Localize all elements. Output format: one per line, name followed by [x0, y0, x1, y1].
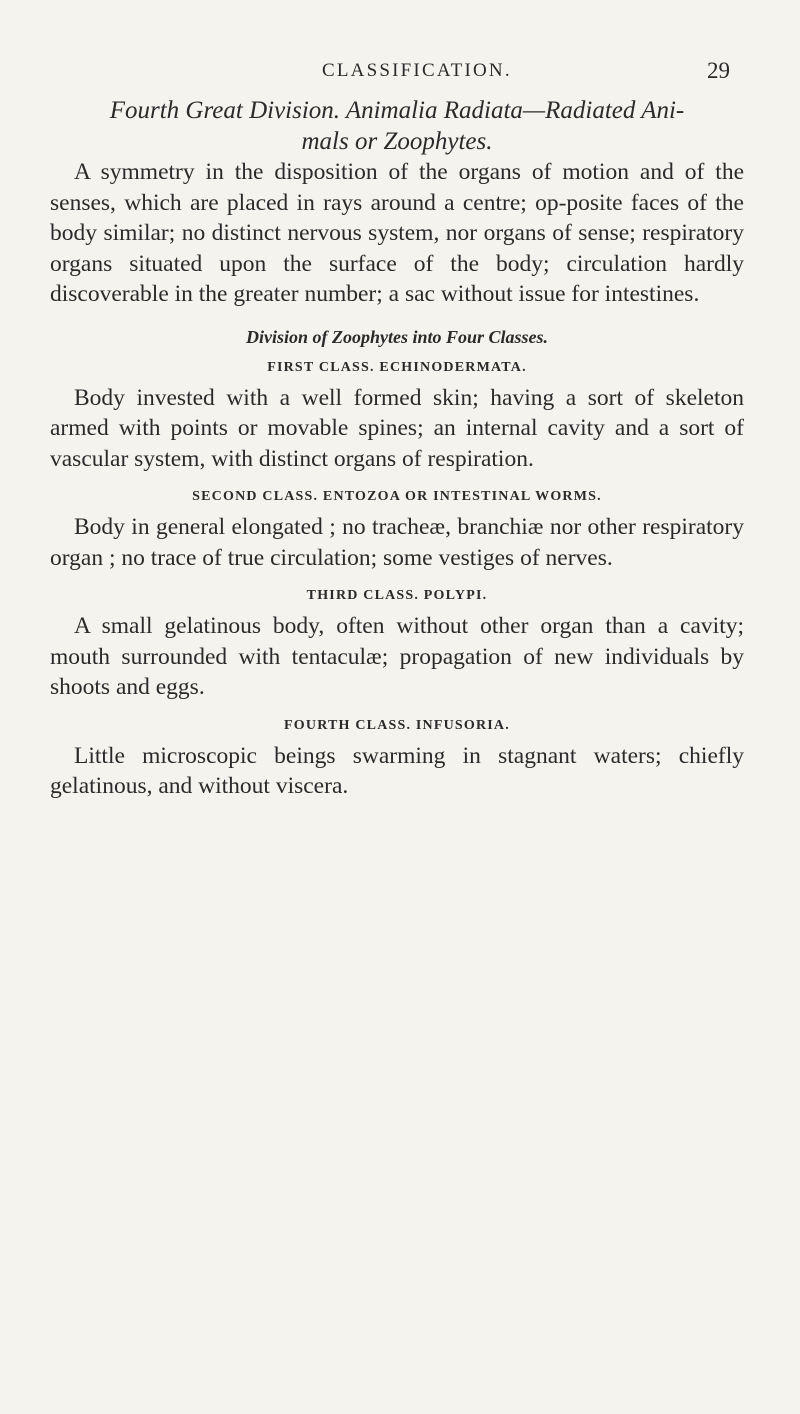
division-heading-line-1: Fourth Great Division. Animalia Radiata—Radiated Ani- [109, 97, 685, 124]
class-paragraph-second: Body in general elongated ; no tracheæ, branchiæ nor other respiratory organ ; no trace of true circulation; some vestiges of nerves. [50, 514, 744, 571]
class-paragraph-first: Body invested with a well formed skin; having a sort of skeleton armed with points or movable spines; an internal cavity and a sort of vascular system, with distinct organs of respiration. [50, 384, 744, 472]
division-heading-line-2: mals or Zoophytes. [301, 128, 493, 155]
class-heading-first: FIRST CLASS. ECHINODERMATA. [267, 359, 527, 375]
division-paragraph: A symmetry in the disposition of the organs of motion and of the senses, which are placed in rays around a centre; op-posite faces of the body similar; no distinct nervous system, nor organs of sense; respiratory organs situated upon the surface of the body; circulation hardly discoverable in the greater number; a sac without issue for intestines. [50, 159, 744, 307]
class-heading-second: SECOND CLASS. ENTOZOA OR INTESTINAL WORMS. [192, 489, 602, 504]
running-title: CLASSIFICATION. [322, 60, 512, 81]
running-head [0, 60, 800, 90]
class-paragraph-third: A small gelatinous body, often without other organ than a cavity; mouth surrounded with tentaculæ; propagation of new individuals by shoots and eggs. [50, 613, 744, 700]
class-heading-third: THIRD CLASS. POLYPI. [306, 588, 488, 603]
page-number: 29 [707, 58, 730, 83]
page-body [50, 95, 744, 802]
division-heading [50, 95, 744, 157]
class-paragraph-fourth: Little microscopic beings swarming in stagnant waters; chiefly gelatinous, and without viscera. [50, 742, 744, 799]
class-heading-fourth: FOURTH CLASS. INFUSORIA. [284, 717, 510, 733]
classes-subheading: Division of Zoophytes into Four Classes. [245, 326, 549, 347]
